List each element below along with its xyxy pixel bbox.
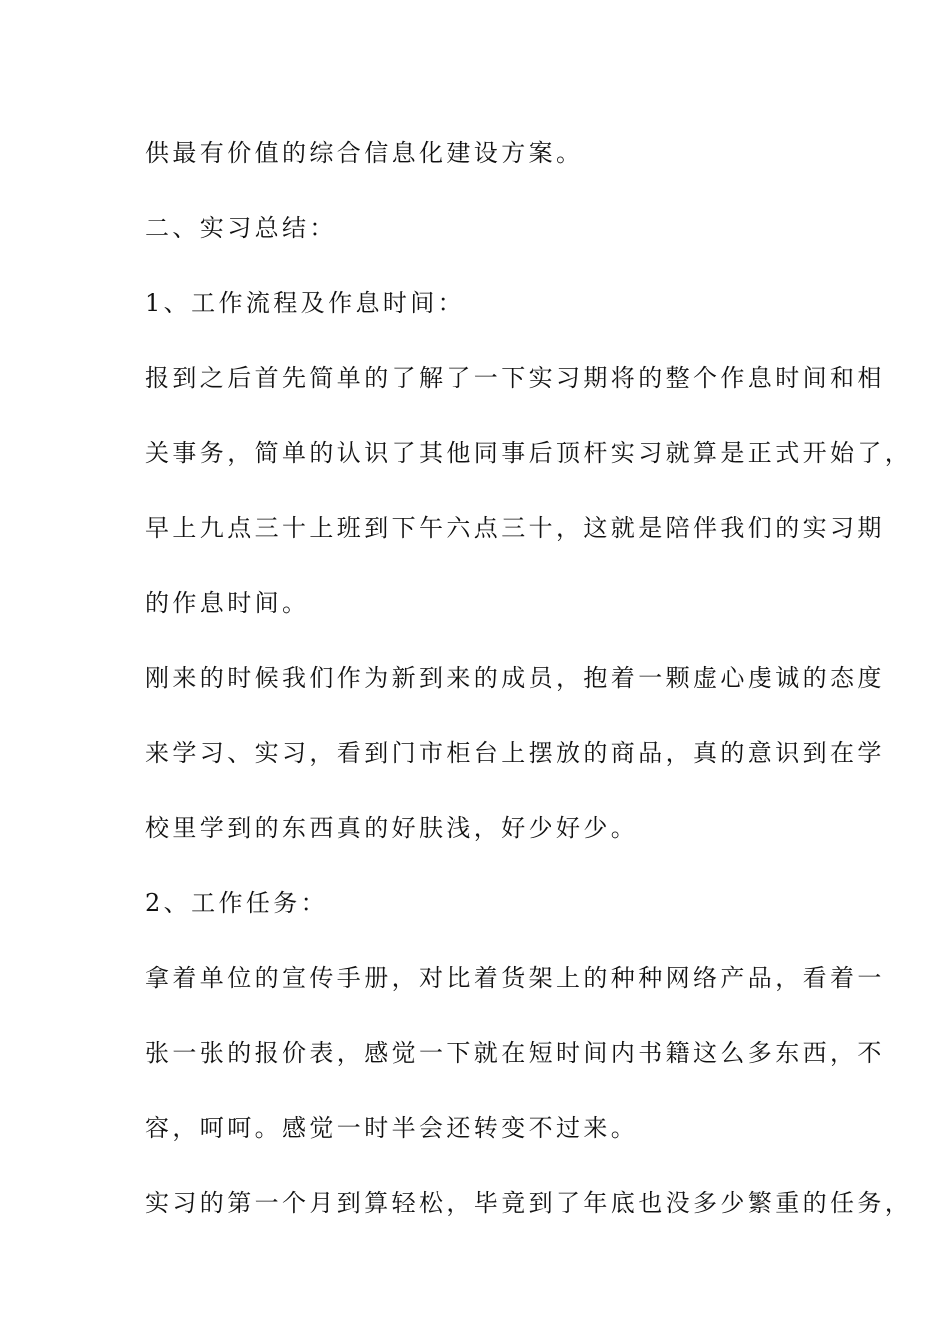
text-line-10: 校里学到的东西真的好肤浅，好少好少。 xyxy=(145,814,639,842)
subsection-heading-workflow: 1、工作流程及作息时间： xyxy=(145,289,466,317)
text-line-8: 刚来的时候我们作为新到来的成员，抱着一颗虚心虔诚的态度 xyxy=(145,664,885,692)
text-line-6: 早上九点三十上班到下午六点三十，这就是陪伴我们的实习期 xyxy=(145,514,885,542)
section-heading-summary: 二、实习总结： xyxy=(145,214,337,242)
text-line-4: 报到之后首先简单的了解了一下实习期将的整个作息时间和相 xyxy=(145,364,885,392)
text-line-7: 的作息时间。 xyxy=(145,589,310,617)
text-line-13: 张一张的报价表，感觉一下就在短时间内书籍这么多东西，不 xyxy=(145,1039,885,1067)
text-line-12: 拿着单位的宣传手册，对比着货架上的种种网络产品，看着一 xyxy=(145,964,885,992)
subsection-heading-tasks: 2、工作任务： xyxy=(145,889,329,917)
text-line-14: 容，呵呵。感觉一时半会还转变不过来。 xyxy=(145,1114,639,1142)
text-line-1: 供最有价值的综合信息化建设方案。 xyxy=(145,139,584,167)
text-line-9: 来学习、实习，看到门市柜台上摆放的商品，真的意识到在学 xyxy=(145,739,885,767)
text-line-5: 关事务，简单的认识了其他同事后顶杆实习就算是正式开始了， xyxy=(145,439,913,467)
text-line-15: 实习的第一个月到算轻松，毕竟到了年底也没多少繁重的任务， xyxy=(145,1189,913,1217)
